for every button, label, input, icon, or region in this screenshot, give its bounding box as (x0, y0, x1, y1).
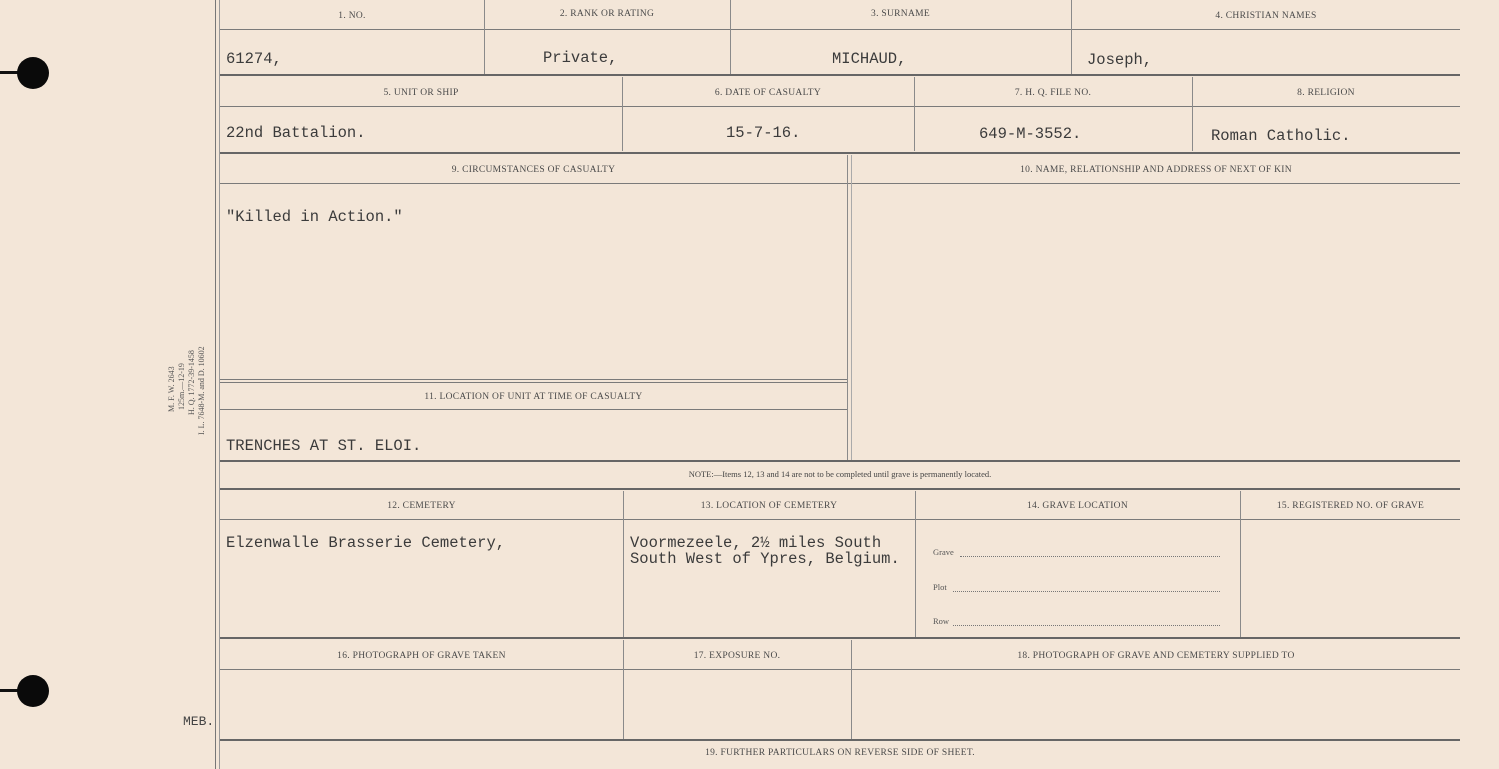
rank-label: 2. RANK OR RATING (559, 9, 655, 19)
row6-header-line (220, 669, 1460, 670)
form-code-2: 125m.—12-19 (177, 363, 186, 410)
no-label: 1. NO. (338, 11, 366, 21)
row5-header-line (220, 519, 1460, 520)
note-bottom-line (220, 488, 1460, 490)
row2-bottom-line (220, 152, 1460, 154)
form-left-border (215, 0, 216, 769)
christian-names-value: Joseph, (1087, 51, 1153, 69)
rank-value: Private, (543, 49, 618, 67)
form-code-3: H. Q. 1772-39-1458 (187, 350, 196, 415)
row6-bottom-line (220, 739, 1460, 741)
note-text: NOTE:—Items 12, 13 and 14 are not to be completed until grave is permanently located. (688, 469, 992, 479)
grave-location-label: 14. GRAVE LOCATION (1026, 501, 1129, 511)
plot-field-label: Plot (933, 582, 947, 592)
row1-header-line (220, 29, 1460, 30)
row5-divider-3 (1240, 491, 1241, 637)
row2-header-line (220, 106, 1460, 107)
punch-hole-bottom (17, 675, 49, 707)
date-of-casualty-label: 6. DATE OF CASUALTY (714, 88, 822, 98)
form-code-1: M. F. W. 2643 (167, 366, 176, 412)
registered-no-label: 15. REGISTERED NO. OF GRAVE (1276, 501, 1425, 511)
location-of-unit-value: TRENCHES AT ST. ELOI. (226, 437, 422, 455)
form-code-4: I. L. 7648-M. and D. 10602 (197, 346, 206, 435)
photo-taken-label: 16. PHOTOGRAPH OF GRAVE TAKEN (337, 651, 506, 661)
row5-divider-1 (623, 491, 624, 637)
surname-label: 3. SURNAME (871, 9, 930, 19)
row5-bottom-line (220, 637, 1460, 639)
location-of-cemetery-line1: Voormezeele, 2½ miles South (630, 534, 882, 552)
circumstances-label: 9. CIRCUMSTANCES OF CASUALTY (451, 165, 616, 175)
further-particulars-label: 19. FURTHER PARTICULARS ON REVERSE SIDE OF SHEET. (705, 748, 975, 758)
hq-file-value: 649-M-3552. (979, 125, 1082, 143)
plot-field-line (953, 591, 1220, 592)
punch-hole-top (17, 57, 49, 89)
surname-value: MICHAUD, (832, 50, 907, 68)
row-field-line (953, 625, 1220, 626)
row-field-label: Row (933, 616, 950, 626)
next-of-kin-label: 10. NAME, RELATIONSHIP AND ADDRESS OF NEXT OF KIN (1020, 165, 1292, 175)
religion-value: Roman Catholic. (1211, 127, 1351, 145)
row3-split-line (220, 379, 847, 380)
exposure-no-label: 17. EXPOSURE NO. (693, 651, 781, 661)
cemetery-label: 12. CEMETERY (387, 501, 456, 511)
row3-header-line (220, 183, 1460, 184)
photo-supplied-label: 18. PHOTOGRAPH OF GRAVE AND CEMETERY SUPPLIED TO (1017, 651, 1295, 661)
religion-label: 8. RELIGION (1297, 88, 1355, 98)
location-of-cemetery-label: 13. LOCATION OF CEMETERY (700, 501, 838, 511)
hq-file-label: 7. H. Q. FILE NO. (1014, 88, 1092, 98)
grave-field-label: Grave (933, 547, 954, 557)
grave-field-line (960, 556, 1220, 557)
christian-names-label: 4. CHRISTIAN NAMES (1215, 11, 1317, 21)
no-value: 61274, (226, 50, 282, 68)
date-of-casualty-value: 15-7-16. (726, 124, 801, 142)
circumstances-value: "Killed in Action." (226, 208, 403, 226)
row5-divider-2 (915, 491, 916, 637)
row1-bottom-line (220, 74, 1460, 76)
location-of-cemetery-line2: South West of Ypres, Belgium. (630, 550, 900, 568)
row4-header-line (220, 409, 847, 410)
row3-divider (847, 155, 848, 460)
row4-bottom-line (220, 460, 1460, 462)
location-of-unit-label: 11. LOCATION OF UNIT AT TIME OF CASUALTY (424, 392, 643, 402)
cemetery-value: Elzenwalle Brasserie Cemetery, (226, 534, 506, 552)
unit-value: 22nd Battalion. (226, 124, 366, 142)
row3-split-line-b (220, 382, 847, 383)
clerk-initials: MEB. (183, 714, 215, 729)
unit-label: 5. UNIT OR SHIP (383, 88, 459, 98)
row3-divider-b (851, 155, 852, 460)
